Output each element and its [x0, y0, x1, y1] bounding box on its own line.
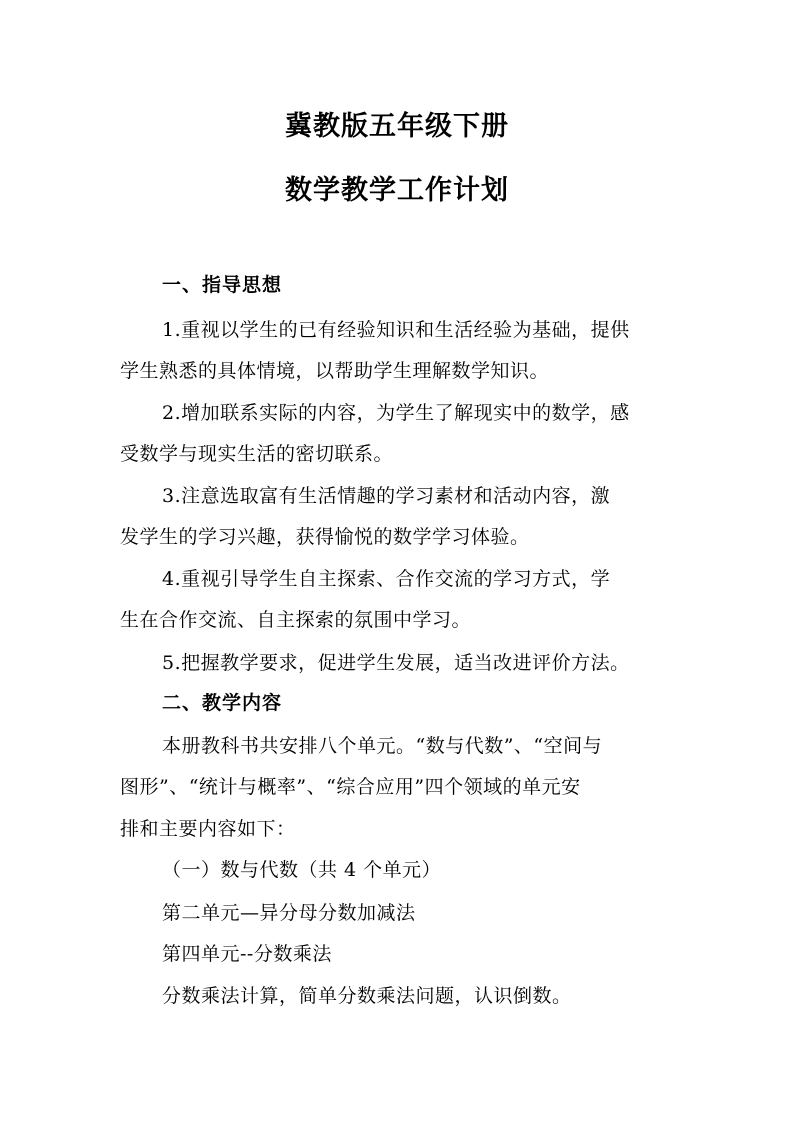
- paragraph-line: 5.把握教学要求，促进学生发展，适当改进评价方法。: [162, 652, 630, 674]
- paragraph-line: 学生熟悉的具体情境，以帮助学生理解数学知识。: [120, 360, 550, 382]
- section-heading-teaching-content: 二、教学内容: [162, 692, 283, 714]
- paragraph-line: 3.注意选取富有生活情趣的学习素材和活动内容，激: [162, 485, 611, 507]
- paragraph-line: 1.重视以学生的已有经验知识和生活经验为基础，提供: [162, 319, 630, 341]
- paragraph-line: 生在合作交流、自主探索的氛围中学习。: [120, 609, 472, 631]
- subsection-heading: （一）数与代数（共 4 个单元）: [162, 859, 442, 881]
- paragraph-line: 2.增加联系实际的内容，为学生了解现实中的数学，感: [162, 402, 630, 424]
- document-subtitle: 数学教学工作计划: [285, 175, 509, 206]
- paragraph-line: 本册教科书共安排八个单元。“数与代数”、“空间与: [162, 735, 603, 757]
- paragraph-line: 图形”、“统计与概率”、“综合应用”四个领域的单元安: [120, 776, 581, 798]
- unit-line: 第二单元—异分母分数加减法: [162, 902, 416, 924]
- document-title: 冀教版五年级下册: [285, 111, 509, 142]
- paragraph-line: 发学生的学习兴趣，获得愉悦的数学学习体验。: [120, 526, 530, 548]
- paragraph-line: 受数学与现实生活的密切联系。: [120, 443, 394, 465]
- section-heading-guiding-ideology: 一、指导思想: [162, 274, 283, 296]
- paragraph-line: 排和主要内容如下：: [120, 818, 296, 840]
- unit-line: 第四单元--分数乘法: [162, 943, 332, 965]
- unit-description: 分数乘法计算，简单分数乘法问题，认识倒数。: [162, 985, 572, 1007]
- paragraph-line: 4.重视引导学生自主探索、合作交流的学习方式，学: [162, 568, 611, 590]
